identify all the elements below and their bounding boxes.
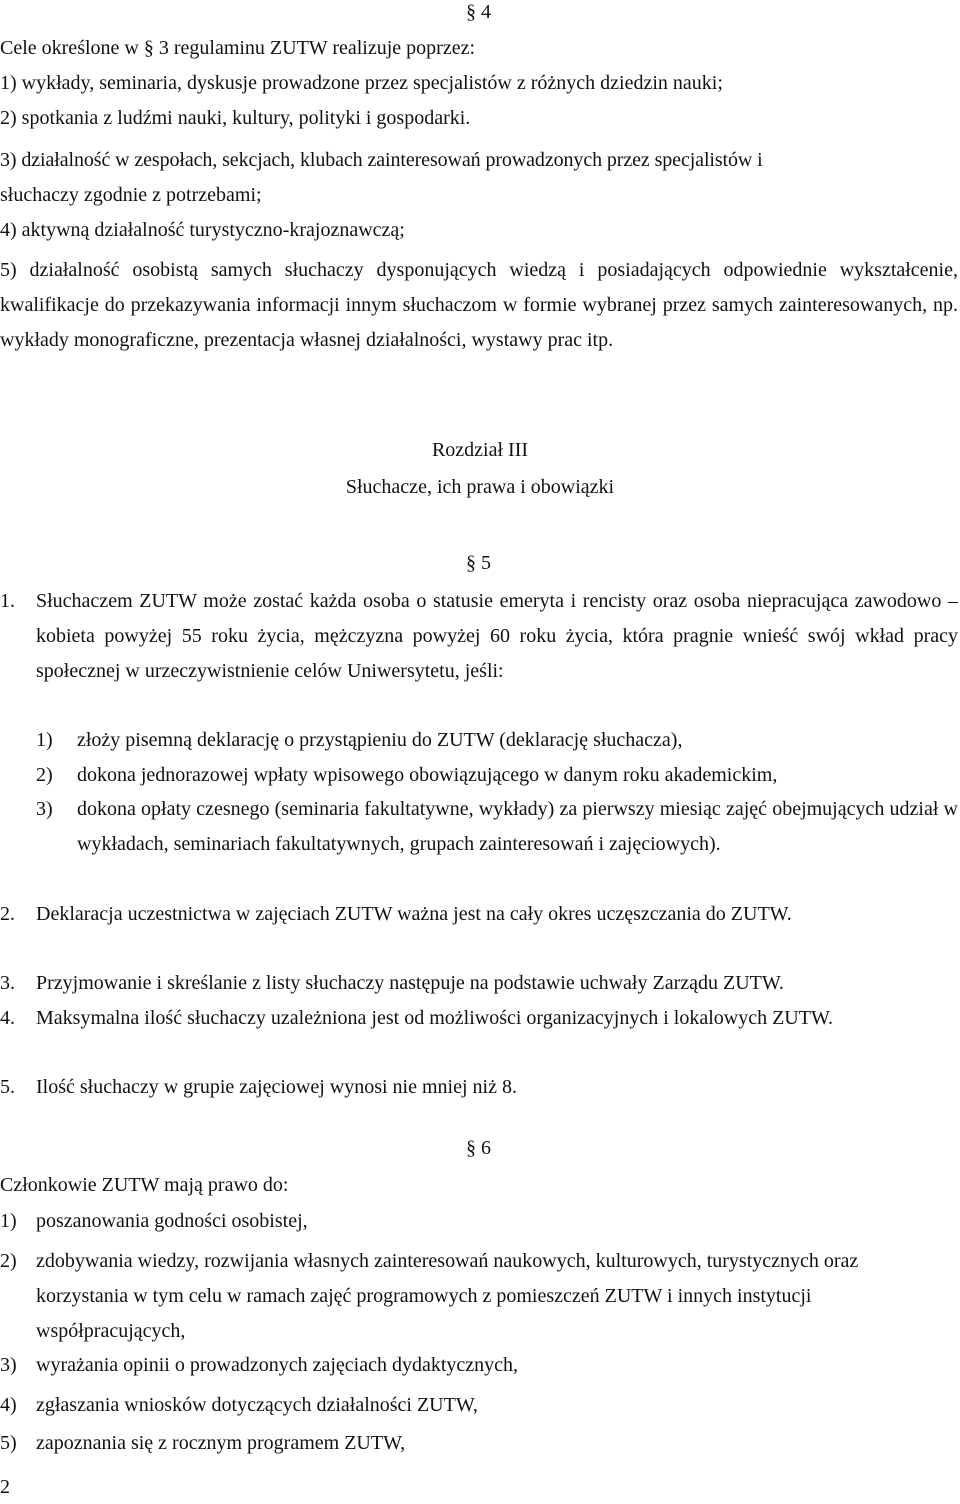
section-4-item-5: 5) działalność osobistą samych słuchaczy dysponujących wiedzą i posiadających odpowiednie wykształcenie, kwalifikacje do przekazywania informacji innym słuchaczom w formie wybranej przez samych zainteresowanych, np. wykłady monograficzne, prezentacja własnej działalności, wystawy prac itp. (0, 259, 958, 351)
section-5-sub-1-number: 1) (36, 729, 53, 751)
section-5-point-5-number: 5. (0, 1076, 15, 1098)
section-5-point-3-number: 3. (0, 972, 15, 994)
section-5-point-5-text: Ilość słuchaczy w grupie zajęciowej wynosi nie mniej niż 8. (36, 1076, 517, 1098)
section-5-sub-2-number: 2) (36, 764, 53, 786)
section-5-sub-3-number: 3) (36, 798, 53, 820)
section-5-point-3-text: Przyjmowanie i skreślanie z listy słuchaczy następuje na podstawie uchwały Zarządu ZUTW. (36, 972, 784, 994)
section-5-sub-3-text: dokona opłaty czesnego (seminaria fakultatywne, wykłady) za pierwszy miesiąc zajęć obejmujących udział w wykładach, seminariach fakultatywnych, grupach zainteresowań i zajęciowych). (77, 798, 958, 855)
section-6-item-5-text: zapoznania się z rocznym programem ZUTW, (36, 1432, 406, 1454)
section-5-point-4-text: Maksymalna ilość słuchaczy uzależniona jest od możliwości organizacyjnych i lokalowych ZUTW. (36, 1007, 833, 1029)
section-6-marker: § 6 (466, 1137, 491, 1159)
section-6-item-2-text: zdobywania wiedzy, rozwijania własnych zainteresowań naukowych, kulturowych, turystycznych oraz korzystania w tym celu w ramach zajęć programowych z pomieszczeń ZUTW i innych instytucji współpracujących, (36, 1250, 859, 1342)
section-5-point-2-number: 2. (0, 903, 15, 925)
section-4-item-3: 3) działalność w zespołach, sekcjach, klubach zainteresowań prowadzonych przez specjalistów i (0, 149, 763, 171)
section-6-item-3-text: wyrażania opinii o prowadzonych zajęciach dydaktycznych, (36, 1354, 519, 1376)
section-4-item-2: 2) spotkania z ludźmi nauki, kultury, polityki i gospodarki. (0, 107, 471, 129)
section-6-intro: Członkowie ZUTW mają prawo do: (0, 1174, 289, 1196)
chapter-title: Rozdział III (431, 439, 529, 461)
section-6-item-2-number: 2) (0, 1250, 17, 1272)
page-number: 2 (0, 1476, 10, 1498)
section-6-item-4-text: zgłaszania wniosków dotyczących działalności ZUTW, (36, 1394, 478, 1416)
section-4-item-4: 4) aktywną działalność turystyczno-krajoznawczą; (0, 219, 405, 241)
section-6-item-1-number: 1) (0, 1210, 17, 1232)
section-5-point-4-number: 4. (0, 1007, 15, 1029)
section-5-point-1-number: 1. (0, 590, 15, 612)
section-4-marker: § 4 (466, 1, 491, 23)
section-4-item-3-cont: słuchaczy zgodnie z potrzebami; (0, 184, 262, 206)
section-5-marker: § 5 (466, 552, 491, 574)
section-5-point-1-text: Słuchaczem ZUTW może zostać każda osoba o statusie emeryta i rencisty oraz osoba niepracująca zawodowo – kobieta powyżej 55 roku życia, mężczyzna powyżej 60 roku życia, która pragnie wnieść swój wkład pracy społecznej w urzeczywistnienie celów Uniwersytetu, jeśli: (36, 590, 958, 682)
section-6-item-5-number: 5) (0, 1432, 17, 1454)
section-4-intro: Cele określone w § 3 regulaminu ZUTW realizuje poprzez: (0, 37, 476, 59)
section-5-point-2-text: Deklaracja uczestnictwa w zajęciach ZUTW ważna jest na cały okres uczęszczania do ZUTW. (36, 903, 792, 925)
section-6-item-1-text: poszanowania godności osobistej, (36, 1210, 308, 1232)
chapter-subtitle: Słuchacze, ich prawa i obowiązki (345, 476, 615, 498)
section-6-item-3-number: 3) (0, 1354, 17, 1376)
section-5-sub-1-text: złoży pisemną deklarację o przystąpieniu do ZUTW (deklarację słuchacza), (77, 729, 683, 751)
section-5-sub-2-text: dokona jednorazowej wpłaty wpisowego obowiązującego w danym roku akademickim, (77, 764, 778, 786)
section-4-item-1: 1) wykłady, seminaria, dyskusje prowadzone przez specjalistów z różnych dziedzin nauki; (0, 72, 723, 94)
section-6-item-4-number: 4) (0, 1394, 17, 1416)
